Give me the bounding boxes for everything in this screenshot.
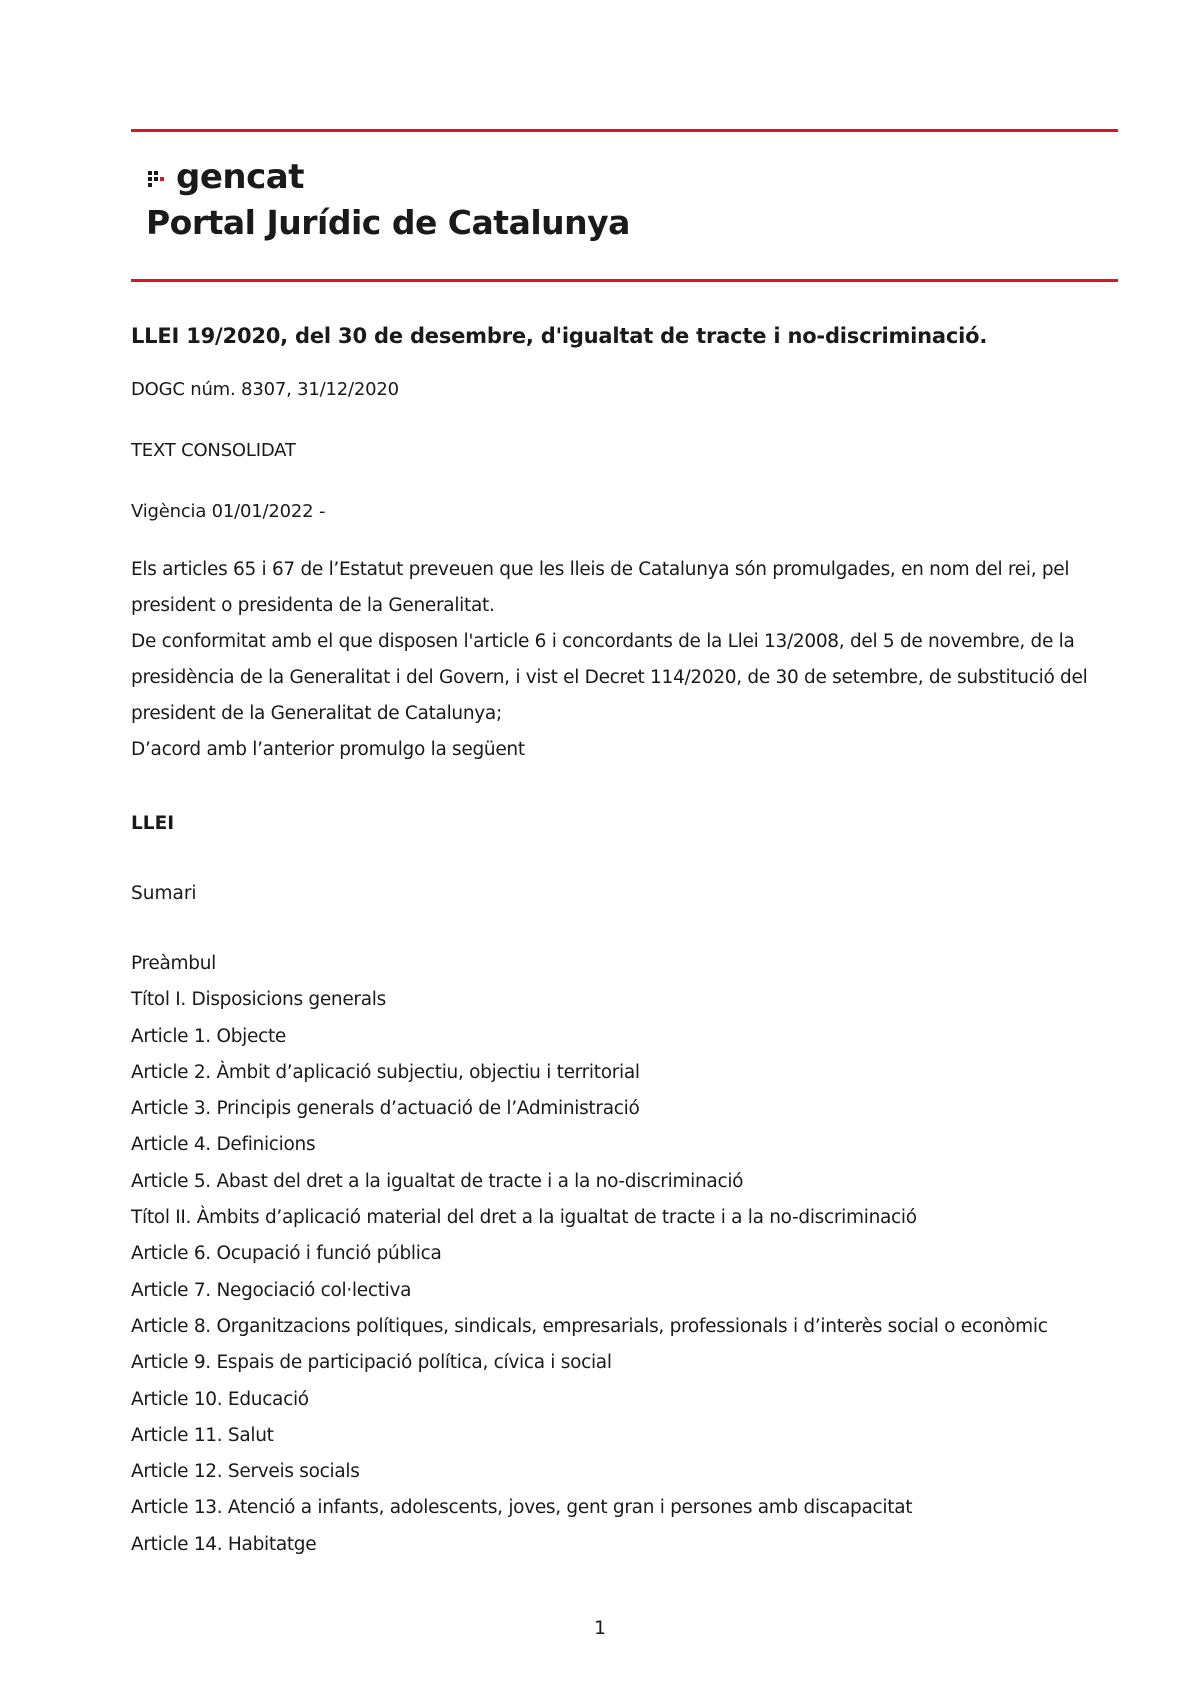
brand-name: gencat bbox=[176, 157, 304, 197]
validity-info: Vigència 01/01/2022 - bbox=[131, 501, 326, 522]
toc-item[interactable]: Article 6. Ocupació i funció pública bbox=[131, 1243, 442, 1265]
consolidated-label: TEXT CONSOLIDAT bbox=[131, 440, 296, 461]
toc-item[interactable]: Article 11. Salut bbox=[131, 1424, 274, 1446]
toc-item[interactable]: Títol II. Àmbits d’aplicació material del dret a la igualtat de tracte i a la no-discriminació bbox=[131, 1207, 917, 1229]
toc-item[interactable]: Article 13. Atenció a infants, adolescents, joves, gent gran i persones amb discapacitat bbox=[131, 1497, 913, 1519]
toc-item[interactable]: Article 9. Espais de participació política, cívica i social bbox=[131, 1352, 612, 1374]
toc-item[interactable]: Article 3. Principis generals d’actuació de l’Administració bbox=[131, 1098, 640, 1120]
gencat-dots-icon bbox=[146, 167, 172, 193]
law-heading: LLEI bbox=[131, 813, 175, 834]
publication-info: DOGC núm. 8307, 31/12/2020 bbox=[131, 379, 399, 400]
toc-item[interactable]: Article 12. Serveis socials bbox=[131, 1461, 360, 1483]
toc-item[interactable]: Article 14. Habitatge bbox=[131, 1533, 317, 1555]
toc-item[interactable]: Article 5. Abast del dret a la igualtat de tracte i a la no-discriminació bbox=[131, 1170, 744, 1192]
summary-label: Sumari bbox=[131, 883, 197, 904]
header-top-rule bbox=[131, 129, 1118, 132]
toc-item[interactable]: Article 7. Negociació col·lectiva bbox=[131, 1279, 412, 1301]
toc-item[interactable]: Preàmbul bbox=[131, 953, 216, 974]
promulgation-paragraph: De conformitat amb el que disposen l'article 6 i concordants de la Llei 13/2008, del 5 de novembre, de la presidència de la Generalitat i del Govern, i vist el Decret 114/2020, de 30 de setembre, de substitució del president de la Generalitat de Catalunya; bbox=[131, 631, 1088, 724]
promulgation-paragraph: Els articles 65 i 67 de l’Estatut preveuen que les lleis de Catalunya són promulgades, en nom del rei, pel president o presidenta de la Generalitat. bbox=[131, 559, 1070, 616]
toc-item[interactable]: Títol I. Disposicions generals bbox=[131, 989, 386, 1011]
table-of-contents bbox=[131, 946, 1121, 1563]
promulgation-text bbox=[131, 552, 1121, 768]
portal-title: Portal Jurídic de Catalunya bbox=[146, 203, 630, 242]
toc-item[interactable]: Article 2. Àmbit d’aplicació subjectiu, objectiu i territorial bbox=[131, 1061, 640, 1083]
document-body bbox=[131, 318, 1121, 1563]
toc-item[interactable]: Article 8. Organitzacions polítiques, sindicals, empresarials, professionals i d’interès social o econòmic bbox=[131, 1315, 1048, 1337]
gencat-logo[interactable] bbox=[146, 152, 304, 202]
toc-item[interactable]: Article 4. Definicions bbox=[131, 1134, 316, 1156]
header-bottom-rule bbox=[131, 279, 1118, 282]
toc-item[interactable]: Article 10. Educació bbox=[131, 1388, 309, 1410]
promulgation-paragraph: D’acord amb l’anterior promulgo la següent bbox=[131, 739, 525, 760]
document-title: LLEI 19/2020, del 30 de desembre, d'igualtat de tracte i no-discriminació. bbox=[131, 324, 988, 348]
toc-item[interactable]: Article 1. Objecte bbox=[131, 1025, 286, 1047]
page-number: 1 bbox=[593, 1617, 607, 1639]
